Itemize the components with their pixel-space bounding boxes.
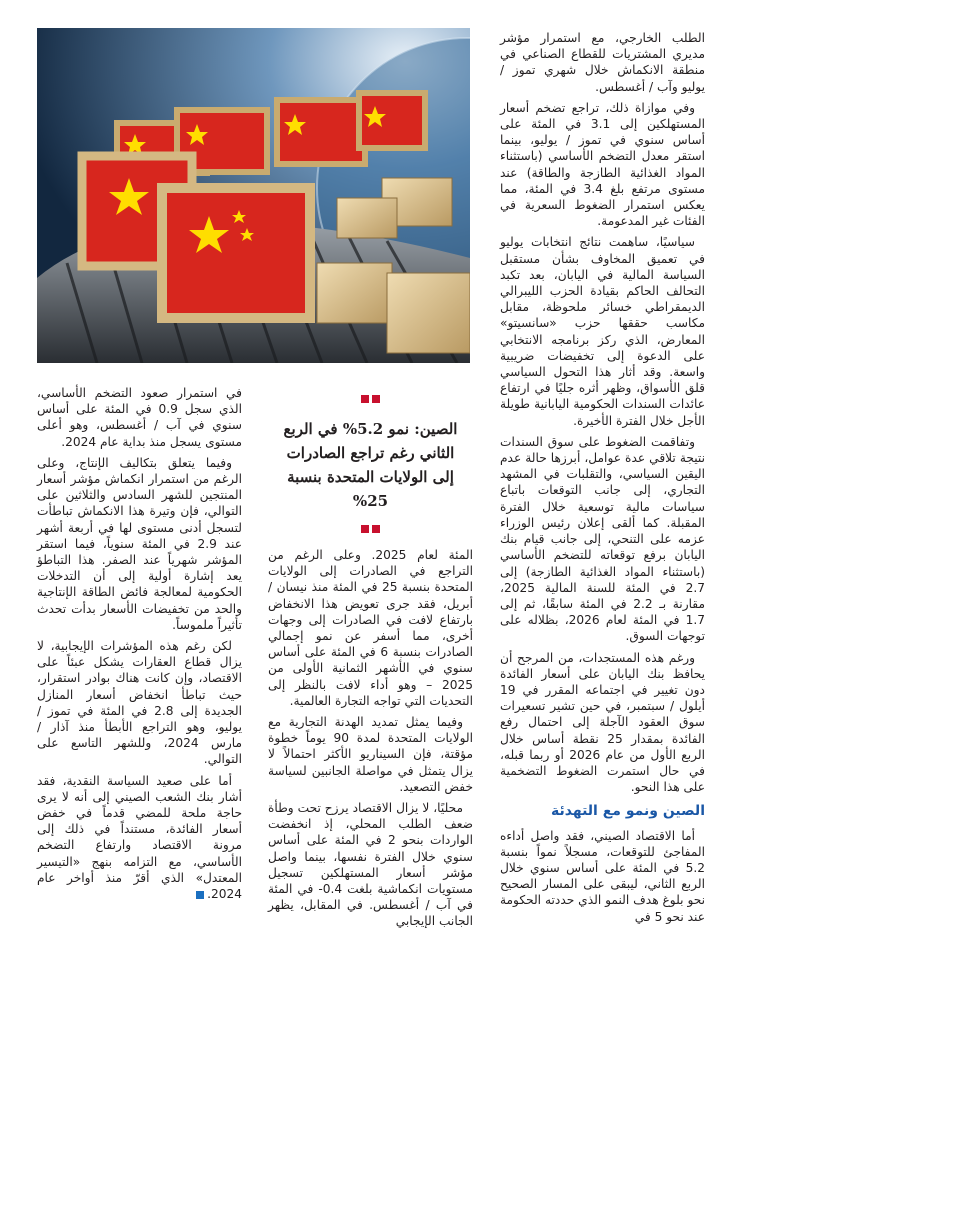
paragraph-text: أما على صعيد السياسة النقدية، فقد أشار بنك الشعب الصيني إلى أنه لا يرى حاجة ملحة للمضي قدماً في خفض أسعار الفائدة، مستنداً في ذلك إلى مرونة الاقتصاد وارتفاع التضخم الأساسي، مع التزامه بنهج «التيسير المعتدل» الذي أقرّ منذ أواخر عام 2024. [37, 773, 242, 902]
paragraph: لكن رغم هذه المؤشرات الإيجابية، لا يزال قطاع العقارات يشكل عبئاً على الاقتصاد، وإن كانت هناك بوادر استقرار، حيث تباطأ انخفاض أسعار المنازل الجديدة إلى 2.8 في المئة في تموز / يوليو، وهو التراجع الأبطأ منذ آذار / مارس 2024، وللشهر التاسع على التوالي. [37, 639, 243, 767]
paragraph: في استمرار صعود التضخم الأساسي، الذي سجل 0.9 في المئة على أساس سنوي في آب / أغسطس، وهو أعلى مستوى يسجل منذ بداية عام 2024. [37, 386, 243, 449]
paragraph: محليًا، لا يزال الاقتصاد يرزح تحت وطأة ضعف الطلب المحلي، إذ انخفضت الواردات بنحو 2 في المئة على أساس سنوي خلال الفترة نفسها، بينما واصل مؤشر أسعار المستهلكين تسجيل مستويات انكماشية بلغت 0.4- في المئة في آب / أغسطس. في المقابل، يظهر الجانب الإيجابي [268, 801, 473, 929]
section-subheading: الصين ونمو مع التهدئة [551, 803, 705, 820]
paragraph: وتفاقمت الضغوط على سوق السندات نتيجة تلاقي عدة عوامل، أبرزها حالة عدم اليقين السياسي، والتقلبات في المشهد التجاري، إلى جانب التوقعات باتباع سياسات مالية توسعية خلال الفترة المقبلة. كما ألقى إعلان رئيس الوزراء عزمه على التنحي، إلى جانب قيام بنك اليابان برفع توقعاته للتضخم الأساسي (باستثناء المواد الغذائية الطازجة) إلى 2.7 في المئة للسنة المالية 2025، مقارنة بـ 2.2 في المئة سابقًا، ثم إلى 1.7 في المئة لعام 2026، بظلاله على توجهات السوق. [500, 434, 705, 644]
pull-quote [268, 395, 473, 533]
paragraph: الطلب الخارجي، مع استمرار مؤشر مديري المشتريات للقطاع الصناعي في منطقة الانكماش خلال شهري تموز / يوليو وآب / أغسطس. [500, 31, 705, 94]
article-photo [37, 28, 470, 363]
pull-quote-text: الصين: نمو 5.2% في الربع الثاني رغم تراجع الصادرات إلى الولايات المتحدة بنسبة 25% [283, 420, 458, 510]
article-column-middle [268, 547, 473, 935]
cargo-crates-illustration [37, 28, 470, 363]
paragraph: وفيما يمثل تمديد الهدنة التجارية مع الولايات المتحدة لمدة 90 يوماً خطوة مؤقتة، فإن السيناريو الأكثر احتمالاً لا يزال يتمثل في مواصلة الجانبين لسياسة خفض التصعيد. [268, 715, 474, 794]
paragraph: سياسيًا، ساهمت نتائج انتخابات يوليو في تعميق المخاوف بشأن مستقبل السياسة المالية في اليابان، بعد تكبد التحالف الحاكم بقيادة الحزب الليبرالي الديمقراطي خسائر ملحوظة، مقابل مكاسب حققها حزب «سانسيتو» المعارض، الذي ركز برنامجه الانتخابي على الدعوة إلى تخفيضات ضريبية واسعة. وقد أثار هذا التحول السياسي قلق الأسواق، وظهر أثره جليًا في ارتفاع عائدات السندات الحكومية اليابانية طويلة الأجل خلال الفترة الأخيرة. [500, 235, 705, 428]
paragraph-last [37, 773, 242, 903]
end-mark-icon [196, 891, 204, 899]
paragraph: وفيما يتعلق بتكاليف الإنتاج، وعلى الرغم من استمرار انكماش مؤشر أسعار المنتجين للشهر السادس والثلاثين على التوالي، فإن وتيرة هذا الانكماش تباطأت لتسجل أدنى مستوى لها في أربعة أشهر عند 2.9 في المئة سنوياً، فيما استقر المؤشر شهرياً عند الصفر. هذا التباطؤ يعد إشارة أولية إلى أن التدخلات الحكومية لمعالجة فائض الطاقة الإنتاجية والحد من تخفيضات الأسعار بدأت تحدث تأثيراً ملموساً. [37, 455, 242, 632]
article-column-right [500, 30, 705, 930]
paragraph: ورغم هذه المستجدات، من المرجح أن يحافظ بنك اليابان على أسعار الفائدة دون تغيير في اجتماعه المقرر في 19 أيلول / سبتمبر، في حين تشير تسعيرات سوق العقود الآجلة إلى احتمال رفع الفائدة بمقدار 25 نقطة أساس خلال الربع الأول من عام 2026 أو ربما قبله، في حال استمرت الضغوط التضخمية على هذا النحو. [500, 650, 706, 795]
article-column-left [37, 385, 242, 907]
quote-mark-bottom [268, 525, 473, 533]
quote-mark-top [268, 395, 473, 403]
paragraph: وفي موازاة ذلك، تراجع تضخم أسعار المستهلكين إلى 3.1 في المئة على أساس سنوي في تموز / يوليو، بينما استقر معدل التضخم الأساسي (باستثناء المواد الغذائية الطازجة والطاقة) عند مستوى مرتفع بلغ 3.4 في المئة، مما يعكس استمرار الضغوط السعرية في الفئات غير المدعومة. [500, 100, 706, 229]
paragraph: المئة لعام 2025. وعلى الرغم من التراجع في الصادرات إلى الولايات المتحدة بنسبة 25 في المئة منذ نيسان / أبريل، فقد جرى تعويض هذا الانخفاض بارتفاع لافت في الصادرات إلى وجهات أخرى، مما أسفر عن نمو إجمالي الصادرات بنسبة 6 في المئة على أساس سنوي في الأشهر الثمانية الأولى من 2025 – وهو أداء لافت بالنظر إلى التحديات التي تواجه التجارة العالمية. [268, 548, 474, 708]
paragraph: أما الاقتصاد الصيني، فقد واصل أداءه المفاجئ للتوقعات، مسجلاً نمواً بنسبة 5.2 في المئة على أساس سنوي خلال الربع الثاني، ليبقى على المسار الصحيح نحو بلوغ هدف النمو الذي حددته الحكومة عند نحو 5 في [500, 828, 705, 924]
